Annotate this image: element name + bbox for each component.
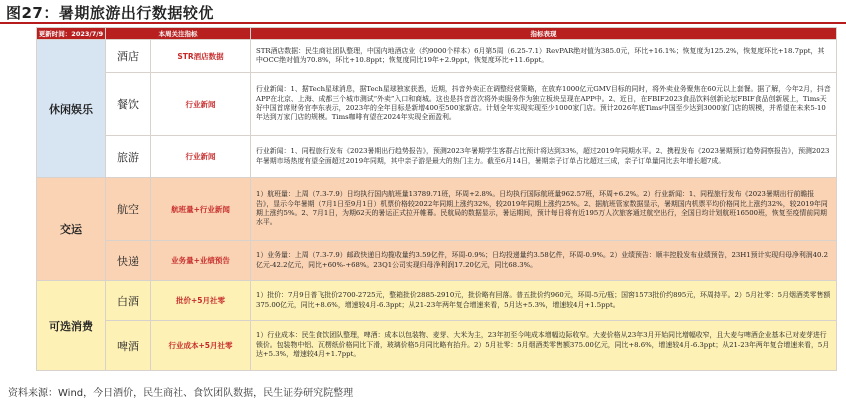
tag-beer: 行业成本+5月社零	[151, 321, 251, 371]
table-row	[37, 73, 837, 136]
tag-dining: 行业新闻	[151, 73, 251, 136]
table-row	[37, 40, 837, 73]
category-consumer: 可选消费	[37, 281, 106, 371]
detail-baijiu: 1）批价：7月9日普飞批价2700-2725元，整箱批价2885-2910元，批价略有回落。普五批价约960元，环周-5元/瓶；国窖1573批价约895元，环周持平。2）5月社零：5月烟酒类零售额375.00亿元，同比+8.6%，增速较4月-6.3ppt；从21-23年两年复合增速来看，5月达+5.3%，增速较4月+1.5ppt。	[251, 281, 837, 321]
tag-aviation: 航班量+行业新闻	[151, 178, 251, 241]
sub-beer: 啤酒	[106, 321, 151, 371]
category-leisure: 休闲娱乐	[37, 40, 106, 178]
figure-title-bar	[0, 0, 846, 24]
title-underline	[0, 22, 846, 24]
detail-hotel: STR酒店数据：民生商社团队整理，中国内地酒店业（约9000个样本）6月第5周（6.25-7.1）RevPAR绝对值为385.0元，环比+16.1%；恢复度为125.2%，恢复度环比+18.7ppt，其中OCC绝对值为70.8%，环比+10.8ppt；恢复度同比19年+2.9ppt，恢复度环比+11.6ppt。	[251, 40, 837, 73]
header-focus: 本周关注指标	[106, 28, 251, 40]
table-row	[37, 178, 837, 241]
source-note: 资料来源：Wind，今日酒价，民生商社、食饮团队数据，民生证券研究院整理	[8, 388, 354, 399]
detail-travel: 行业新闻：1、同程旅行发布《2023暑期出行趋势报告》，预测2023年暑期学生客群占比预计将达到33%，超过2019年同期水平。2、携程发布《2023暑期预订趋势洞察报告》，预测2023年暑期市场热度有望全面超过2019年同期，其中亲子游是最大的热门主力。截至6月14日，暑期亲子订单占比超过三成，亲子订单量同比去年增长超7成。	[251, 136, 837, 178]
sub-travel: 旅游	[106, 136, 151, 178]
tag-baijiu: 批价+5月社零	[151, 281, 251, 321]
sub-dining: 餐饮	[106, 73, 151, 136]
sub-hotel: 酒店	[106, 40, 151, 73]
detail-express: 1）业务量：上周（7.3-7.9）邮政快递日均揽收量约3.59亿件，环周-0.9%；日均投递量约3.58亿件，环周-0.9%。2）业绩预告：顺丰控股发布业绩预告，23H1预计实现归母净利润40.2亿元-42.2亿元，同比+60%-+68%。23Q1公司实现归母净利润17.20亿元，同比68.3%。	[251, 241, 837, 281]
detail-dining: 行业新闻：1、据Tech星球消息，据Tech星球独家获悉，近期，抖音外卖正在调整经营策略，在放弃1000亿元GMV目标的同时，将外卖业务聚焦在60元以上套餐。据了解，今年2月，抖音APP在北京、上海、成都三个城市测试“外卖”入口和商城。这也是抖音首次将外卖服务作为独立板块呈现在APP中。2、近日，在FBIF2023食品饮料创新论坛FBIF食品创新展上，Tims天好中国首席财务官李东表示，2023年的全年目标是新增400至500家新店。计划全年实现实现至少1000家门店。预计2026年底Tims中国至少达到3000家门店的规模，并希望在未来5-10年达到万家门店的规模。Tims咖啡有望在2024年实现全面盈利。	[251, 73, 837, 136]
category-transport: 交运	[37, 178, 106, 281]
table-row	[37, 321, 837, 371]
tag-travel: 行业新闻	[151, 136, 251, 178]
tag-express: 业务量+业绩预告	[151, 241, 251, 281]
table-row	[37, 136, 837, 178]
table-header-row	[37, 28, 837, 40]
table-row	[37, 241, 837, 281]
detail-aviation: 1）航班量：上周（7.3-7.9）日均执行国内航班量13789.71班，环周+2.8%。日均执行国际航班量962.57班，环周+6.2%。2）行业新闻：1、同程旅行发布《2023暑期出行前瞻报告》，显示今年暑期（7月1日至9月1日）机票价格较2022年同期上涨约32%，较2019年同期上涨约25%。2、据航班管家数据显示，暑期国内机票平均价格同比上涨约32%，较2019年同期上涨约5%。2、7月1日，为期62天的暑运正式拉开帷幕。民航局的数据显示，暑运期间，预计每日将有近195万人次旅客通过航空出行，全国日均计划航班16500班，恢复至疫情前同期水平。	[251, 178, 837, 241]
table-row	[37, 281, 837, 321]
indicator-table	[36, 27, 837, 371]
header-update-time: 更新时间：2023/7/9	[37, 28, 106, 40]
figure-title: 图27：暑期旅游出行数据较优	[6, 4, 214, 22]
header-content: 指标表现	[251, 28, 837, 40]
tag-hotel: STR酒店数据	[151, 40, 251, 73]
sub-express: 快递	[106, 241, 151, 281]
sub-baijiu: 白酒	[106, 281, 151, 321]
sub-aviation: 航空	[106, 178, 151, 241]
detail-beer: 1）行业成本：民生食饮团队整理，啤酒：成本以包装物、麦芽、大米为主，23年初至今吨成本增幅边际收窄。大麦价格从23年3月开始同比增幅收窄，且大麦与啤酒企业基本已对麦芽进行锁价。包装物中铝、瓦楞纸价格同比下滑，玻璃价格5月同比略有抬升。2）5月社零：5月烟酒类零售额375.00亿元，同比+8.6%，增速较4月-6.3ppt；从21-23年两年复合增速来看，5月达+5.3%，增速较4月+1.7ppt。	[251, 321, 837, 371]
